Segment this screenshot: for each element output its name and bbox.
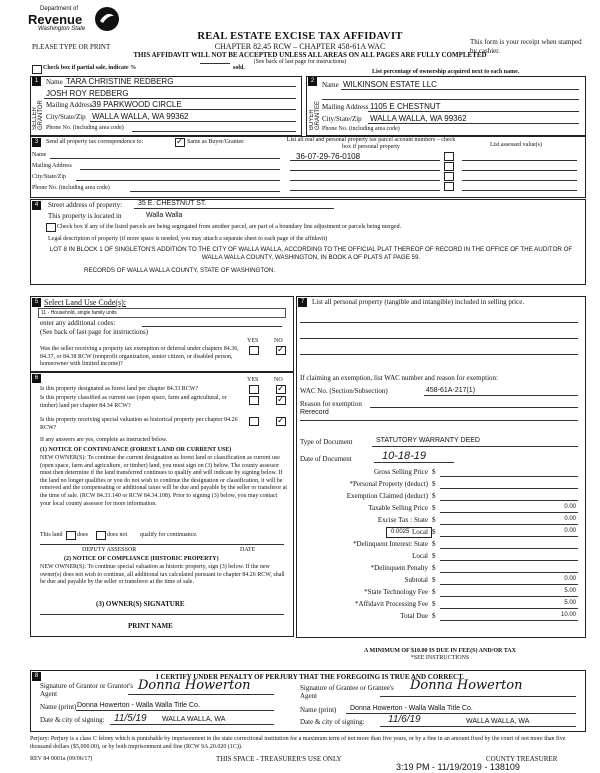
tax-row-line: [440, 488, 578, 489]
sec5-no-header: NO: [274, 338, 283, 344]
current-use-no-checkbox[interactable]: ✓: [277, 394, 285, 404]
section-4-number: 4: [32, 201, 41, 210]
same-as-buyer-label: Same as Buyer/Grantee: [187, 139, 244, 145]
personal-property-line-3: [300, 354, 578, 355]
reason-value[interactable]: Rerecord: [300, 409, 329, 416]
tax-row-line: [440, 596, 578, 597]
form-title: REAL ESTATE EXCISE TAX AFFIDAVIT: [197, 31, 403, 42]
form-number: REV 84 0001a (09/06/17): [30, 756, 93, 762]
land-does-checkbox[interactable]: [66, 531, 76, 540]
tax-row-prefix: $: [432, 540, 436, 548]
parcel-line-2: [290, 170, 440, 171]
ownership-note: List percentage of ownership acquired next to each name.: [372, 69, 520, 75]
tax-row-line: [440, 500, 578, 501]
tax-row-value[interactable]: 0.00: [564, 576, 576, 582]
assessed-line-2: [462, 170, 577, 171]
exempt-question: Was the seller receiving a property tax exemption or deferral under chapters 84.36, 84.37, or 84.38 RCW (nonprofit organization, senior citizen, or disabled person, homeowner with limited income)?: [40, 346, 239, 367]
tax-row-label: *State Technology Fee: [364, 588, 428, 596]
doc-type-line: [372, 446, 578, 447]
section-7-number: 7: [298, 298, 307, 307]
tax-row-value[interactable]: 5.00: [564, 600, 576, 606]
corr-city-line: [76, 180, 280, 181]
buyer-mailing-line: [368, 111, 579, 112]
segregated-label: Check box if any of the listed parcels are being segregated from another parcel, are part of a boundary line adjustment or parcels being merged.: [57, 224, 402, 230]
grantor-city[interactable]: WALLA WALLA, WA: [162, 716, 226, 723]
partial-sale-label: Check box if partial sale, indicate %: [43, 65, 137, 71]
treasurer-space-label: THIS SPACE - TREASURER'S USE ONLY: [216, 755, 342, 763]
section-6-number: 6: [32, 374, 41, 383]
land-does-label: does: [77, 532, 88, 538]
grantee-city[interactable]: WALLA WALLA, WA: [466, 718, 530, 725]
grantee-date[interactable]: 11/6/19: [388, 714, 421, 725]
corr-phone-label: Phone No. (including area code): [32, 185, 110, 191]
seller-mailing-label: Mailing Address: [46, 101, 93, 109]
parcel-4-checkbox[interactable]: [444, 182, 454, 191]
tax-row-label: Local: [412, 552, 428, 560]
corr-city-label: City/State/Zip: [32, 174, 66, 180]
seller-city-label: City/State/Zip: [46, 113, 86, 121]
reason-label: Reason for exemption: [300, 400, 362, 408]
parcel-1[interactable]: 36-07-29-76-0108: [296, 152, 361, 161]
notice-2-body: NEW OWNER(S): To continue special valuation as historic property, sign (3) below. If the new owner(s) does not wish to continue, all additional tax calculated pursuant to chapter 84.26 RCW, shall be due and payable by the seller or transferor at the time of sale.: [40, 564, 285, 586]
buyer-phone-label: Phone No. (including area code): [322, 126, 400, 132]
doc-type-value[interactable]: STATUTORY WARRANTY DEED: [376, 437, 480, 444]
receipt-note: This form is your receipt when stamped by cashier.: [470, 38, 582, 55]
seller-mailing[interactable]: 39 PARKWOOD CIRCLE: [92, 100, 182, 109]
exempt-yes-checkbox[interactable]: [249, 346, 259, 355]
tax-row-line: [440, 524, 578, 525]
land-use-see-back: (See back of last page for instructions): [40, 328, 149, 336]
doc-type-label: Type of Document: [300, 438, 353, 446]
parcel-3-checkbox[interactable]: [444, 172, 454, 181]
corr-mailing-line: [80, 169, 280, 170]
grantor-signature[interactable]: [138, 678, 251, 693]
assessed-line-1: [462, 160, 577, 161]
street-value[interactable]: 35 E. CHESTNUT ST.: [138, 200, 207, 207]
grantor-name-label: Name (print): [40, 703, 77, 711]
grantor-signature-label: Signature of Grantor or Grantor's Agent: [40, 682, 134, 698]
sec6-yes-header: YES: [247, 377, 259, 383]
grantee-name-label: Name (print): [300, 706, 337, 714]
personal-property-label: List all personal property (tangible and intangible) included in selling price.: [312, 298, 525, 306]
parcel-line-4: [290, 190, 440, 191]
dor-logo: [14, 6, 124, 36]
seller-name-2-line: [44, 98, 296, 99]
tax-row-value[interactable]: 10.00: [560, 612, 576, 618]
grantee-signature-label: Signature of Grantee or Grantee's Agent: [300, 684, 394, 700]
wac-line: [424, 395, 578, 396]
grantee-name[interactable]: Donna Howerton - Walla Walla Title Co.: [350, 705, 473, 712]
forest-question: Is this property designated as forest land per chapter 84.33 RCW?: [40, 386, 199, 392]
tax-row-prefix: $: [432, 480, 436, 488]
deputy-line: [40, 544, 284, 545]
buyer-name-1-line: [341, 89, 579, 90]
tax-row-prefix: $: [432, 588, 436, 596]
wac-value[interactable]: 458-61A-217(1): [426, 387, 476, 394]
forest-yes-checkbox[interactable]: [249, 385, 259, 394]
sec5-yes-header: YES: [247, 338, 259, 344]
tax-row-label: Taxable Selling Price: [368, 504, 428, 512]
legal-text-2[interactable]: RECORDS OF WALLA WALLA COUNTY, STATE OF WASHINGTON.: [84, 267, 276, 274]
located-value[interactable]: Walla Walla: [146, 212, 183, 219]
tax-row-prefix: $: [432, 600, 436, 608]
tax-row-value[interactable]: 0.00: [564, 504, 576, 510]
seller-phone-line: [132, 131, 296, 132]
current-use-yes-checkbox[interactable]: [249, 396, 259, 405]
notice-1-title: (1) NOTICE OF CONTINUANCE (FOREST LAND OR CURRENT USE): [40, 447, 232, 453]
section-7-tax: [296, 296, 586, 638]
send-label: Send all property tax correspondence to:: [46, 139, 144, 145]
tax-row-line: [440, 560, 578, 561]
see-instructions-note: *SEE INSTRUCTIONS: [410, 655, 470, 661]
local-tax-value[interactable]: 0.00: [564, 528, 576, 534]
owner-signature-label: (3) OWNER(S) SIGNATURE: [96, 600, 185, 608]
tax-row-line: [440, 584, 578, 585]
seller-name-2[interactable]: JOSH ROY REDBERG: [46, 89, 129, 98]
reason-line: [370, 407, 578, 408]
buyer-name-2-line: [322, 99, 579, 100]
grantor-signature-text: Donna Howerton: [138, 678, 251, 693]
logo-state: Washington State: [38, 26, 86, 32]
parcel-1-checkbox[interactable]: [444, 152, 454, 161]
claim-exemption-label: If claiming an exemption, list WAC number and reason for exemption:: [300, 374, 498, 382]
parcel-line-3: [290, 180, 440, 181]
grantee-signature[interactable]: [410, 678, 523, 693]
this-land-label: This land: [40, 532, 63, 538]
street-line: [134, 208, 334, 209]
assessed-line-4: [462, 190, 577, 191]
corr-name-label: Name: [32, 152, 47, 158]
reason-line-2: [300, 420, 578, 421]
please-type: PLEASE TYPE OR PRINT: [32, 43, 111, 51]
section-1-number: 1: [32, 77, 41, 86]
street-label: Street address of property:: [48, 201, 123, 209]
tax-row-label: Subtotal: [404, 576, 428, 584]
current-use-question: Is this property classified as current use (open space, farm and agricultural, or timber) land per chapter 84.34 RCW?: [40, 395, 227, 409]
assessed-header: List assessed value(s): [490, 142, 542, 148]
tax-row-value[interactable]: 0.00: [564, 516, 576, 522]
additional-codes-label: enter any additional codes:: [40, 319, 116, 327]
personal-property-line-1: [300, 322, 578, 323]
buyer-mailing[interactable]: 1105 E CHESTNUT: [370, 102, 441, 111]
local-tax-label-visible: Local: [412, 528, 428, 536]
tax-row-label: *Affidavit Processing Fee: [355, 600, 428, 608]
grantee-signature-text: Donna Howerton: [410, 678, 523, 693]
treasurer-stamp: 3:19 PM - 11/19/2019 - 138109: [396, 762, 520, 772]
located-label: This property is located in: [48, 212, 122, 220]
deputy-date-label: DATE: [240, 547, 256, 553]
tax-row-label: Excise Tax : State: [377, 516, 428, 524]
seller-city-line: [90, 121, 296, 122]
owner-signature-line[interactable]: [40, 614, 284, 615]
same-as-buyer-checkbox[interactable]: ✓: [176, 136, 184, 146]
seller-name-1-line: [64, 86, 296, 87]
buyer-side-label: BUYER GRANTEE: [309, 100, 321, 130]
exempt-no-checkbox[interactable]: ✓: [277, 344, 285, 354]
section-2-number: 2: [308, 77, 317, 86]
seller-side-label: SELLER GRANTOR: [32, 100, 44, 130]
legal-label: Legal description of property (if more space is needed, you may attach a separate sheet to each page of the affidavit): [48, 236, 328, 242]
land-use-value: 11 - Household, single family units: [41, 310, 117, 316]
seller-city[interactable]: WALLA WALLA, WA 99362: [92, 112, 189, 121]
tax-row-prefix: $: [432, 576, 436, 584]
buyer-city[interactable]: WALLA WALLA, WA 99362: [370, 114, 467, 123]
local-tax-line: [440, 536, 578, 537]
grantor-date-city-line: [110, 724, 274, 725]
tax-row-prefix: $: [432, 504, 436, 512]
wac-label: WAC No. (Section/Subsection): [300, 387, 388, 395]
print-name-label: PRINT NAME: [128, 622, 173, 630]
doc-date-line: [374, 462, 454, 463]
parcel-2-checkbox[interactable]: [444, 162, 454, 171]
additional-codes-line: [142, 326, 282, 327]
seller-phone-label: Phone No. (including area code): [46, 125, 124, 131]
land-does-not-checkbox[interactable]: [96, 531, 106, 540]
land-does-not-label: does not: [107, 532, 128, 538]
tax-row-line: [440, 548, 578, 549]
tax-row-prefix: $: [432, 564, 436, 572]
if-yes-label: If any answers are yes, complete as instructed below.: [40, 437, 168, 443]
seller-name-1[interactable]: TARA CHRISTINE REDBERG: [66, 77, 174, 86]
buyer-city-label: City/State/Zip: [322, 115, 362, 123]
section-3-number: 3: [32, 138, 41, 147]
tax-row-value[interactable]: 5.00: [564, 588, 576, 594]
perjury-note: Perjury: Perjury is a class C felony which is punishable by imprisonment in the state correctional institution for a maximum term of not more than five years, or by a fine in an amount fixed by the court of not more than five thousand dollars ($5,000.00), or by both imprisonment and fine (RCW 9A.20.020 (1C)).: [30, 736, 566, 750]
tax-row-label: *Personal Property (deduct): [349, 480, 428, 488]
buyer-name-1[interactable]: WILKINSON ESTATE LLC: [343, 80, 437, 89]
historic-question: Is this property receiving special valuation as historical property per chapter 84.26 RCW?: [40, 417, 238, 431]
county-treasurer-label: COUNTY TREASURER: [486, 755, 558, 763]
tax-rate-value: 0.0025: [391, 529, 410, 535]
grantee-name-line: [346, 713, 576, 714]
tax-row-label: Gross Selling Price: [373, 468, 428, 476]
certify-statement: I CERTIFY UNDER PENALTY OF PERJURY THAT THE FOREGOING IS TRUE AND CORRECT.: [155, 673, 464, 681]
tax-row-prefix: $: [432, 516, 436, 524]
corr-name-line: [50, 158, 280, 159]
minimum-due-note: A MINIMUM OF $10.00 IS DUE IN FEE(S) AND/OR TAX: [364, 648, 516, 654]
grantee-date-city-line: [380, 726, 576, 727]
tax-row-prefix: $: [432, 492, 436, 500]
logo-dept-line: Department of: [40, 6, 79, 12]
corr-phone-line: [130, 191, 280, 192]
tax-row-label: Total Due: [400, 612, 428, 620]
form-subtitle: CHAPTER 82.45 RCW – CHAPTER 458-61A WAC: [214, 42, 386, 51]
grantor-signature-line: [128, 694, 274, 695]
tax-row-prefix: $: [432, 468, 436, 476]
back-note: (See back of last page for instructions): [253, 59, 347, 65]
parcel-line-1: [290, 160, 440, 161]
partial-sold-label: sold.: [233, 65, 245, 71]
personal-property-line-2: [300, 338, 578, 339]
historic-no-checkbox[interactable]: ✓: [277, 415, 285, 425]
partial-sale-percent-line: [200, 63, 230, 64]
buyer-mailing-label: Mailing Address: [322, 103, 369, 111]
land-use-label: Select Land Use Code(s):: [44, 298, 126, 307]
corr-mailing-label: Mailing Address: [32, 163, 72, 169]
parcel-header: List all real and personal property tax parcel account numbers – check box if personal property: [286, 137, 456, 150]
partial-sale-checkbox[interactable]: [32, 65, 42, 74]
tax-row-prefix: $: [432, 552, 436, 560]
section-5-number: 5: [32, 298, 41, 307]
notice-1-body: NEW OWNER(S): To continue the current designation as forest land or classification as current use (open space, farm and agriculture, or timber) land, you must sign on (3) below. The county assessor must then determine if the land transferred continues to qualify and will indicate by signing below. If the land no longer qualifies or you do not wish to continue the designation or classification, it will be removed and the compensating or additional taxes will be due and payable by the seller or transferor at the time of sale. (RCW 84.33.140 or RCW 84.34.108). Prior to signing (3) below, you may contact your local county assessor for more information.: [40, 455, 288, 507]
logo-revenue: Revenue: [28, 12, 83, 27]
grantee-signature-line: [380, 696, 576, 697]
grantor-date[interactable]: 11/5/19: [114, 713, 147, 724]
seller-mailing-line: [90, 109, 296, 110]
land-use-select[interactable]: [38, 308, 286, 318]
section-8-number: 8: [32, 672, 41, 681]
tax-row-line: [440, 512, 578, 513]
grantor-date-city-label: Date & city of signing:: [40, 716, 105, 724]
grantor-name-line: [76, 710, 274, 711]
qualify-label: qualify for continuance.: [140, 532, 198, 538]
deputy-assessor-label: DEPUTY ASSESSOR: [82, 547, 137, 553]
tax-row-line: [440, 608, 578, 609]
assessed-line-3: [462, 180, 577, 181]
tax-row-label: *Delinquent Penalty: [370, 564, 428, 572]
tax-row-label: Exemption Claimed (deduct): [346, 492, 428, 500]
legal-text[interactable]: LOT 8 IN BLOCK 1 OF SINGLETON'S ADDITION TO THE CITY OF WALLA WALLA, ACCORDING TO THE OFFICIAL PLAT THEREOF OF RECORD IN THE OFFICE OF THE AUDITOR OF WALLA WALLA COUNTY, WASHINGTON, IN BOOK A OF PLATS AT PAGE 59.: [49, 246, 573, 261]
sec6-no-header: NO: [274, 377, 283, 383]
buyer-city-line: [368, 123, 579, 124]
local-tax-prefix: $: [432, 528, 436, 536]
tax-row-line: [440, 620, 578, 621]
tax-row-line: [440, 572, 578, 573]
tax-row-line: [440, 476, 578, 477]
grantor-name[interactable]: Donna Howerton - Walla Walla Title Co.: [77, 702, 200, 709]
form-notice: THIS AFFIDAVIT WILL NOT BE ACCEPTED UNLESS ALL AREAS ON ALL PAGES ARE FULLY COMPLETED: [133, 51, 487, 59]
grantee-date-city-label: Date & city of signing:: [300, 718, 365, 726]
buyer-name-label: Name: [322, 81, 339, 89]
tax-row-prefix: $: [432, 612, 436, 620]
doc-date-value[interactable]: 10-18-19: [382, 450, 427, 462]
logo-swoosh-icon: [94, 6, 120, 32]
notice-2-title: (2) NOTICE OF COMPLIANCE (HISTORIC PROPERTY): [64, 556, 219, 562]
segregated-checkbox[interactable]: [46, 223, 56, 232]
forest-no-checkbox[interactable]: ✓: [277, 383, 285, 393]
historic-yes-checkbox[interactable]: [249, 417, 259, 426]
tax-row-label: *Delinquent Interest: State: [352, 540, 428, 548]
seller-name-label: Name: [46, 78, 63, 86]
doc-date-label: Date of Document: [300, 455, 352, 463]
